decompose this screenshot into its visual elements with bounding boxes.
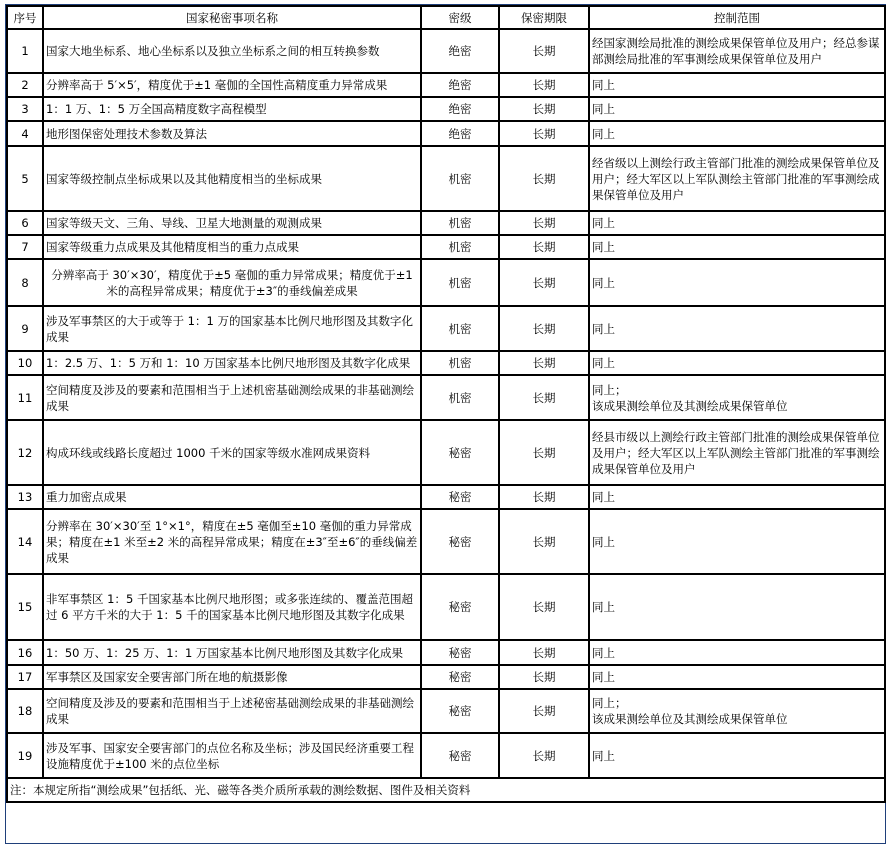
row-number: 18 xyxy=(7,689,43,733)
row-number: 11 xyxy=(7,375,43,420)
table-row xyxy=(7,509,885,574)
control-scope-line: 同上 xyxy=(592,600,615,614)
control-scope xyxy=(589,640,885,665)
row-number: 5 xyxy=(7,146,43,211)
secrecy-level: 秘密 xyxy=(421,420,499,485)
control-scope-line: 该成果测绘单位及其测绘成果保管单位 xyxy=(592,398,788,413)
item-name: 分辨率高于 30′×30′，精度优于±5 毫伽的重力异常成果；精度优于±1 米的高程异常成果；精度优于±3″的垂线偏差成果 xyxy=(43,259,421,306)
table-row xyxy=(7,689,885,733)
item-name: 分辨率高于 5′×5′，精度优于±1 毫伽的全国性高精度重力异常成果 xyxy=(43,73,421,97)
item-name: 1：1 万、1：5 万全国高精度数字高程模型 xyxy=(43,97,421,121)
row-number: 8 xyxy=(7,259,43,306)
secrecy-term: 长期 xyxy=(499,235,589,259)
control-scope-line: 同上 xyxy=(592,490,615,504)
control-scope-line: 同上 xyxy=(592,321,615,336)
control-scope xyxy=(589,509,885,574)
control-scope-line: 该成果测绘单位及其测绘成果保管单位 xyxy=(592,712,788,726)
row-number: 9 xyxy=(7,306,43,351)
control-scope-line: 同上 xyxy=(592,240,615,254)
item-name: 国家等级重力点成果及其他精度相当的重力点成果 xyxy=(43,235,421,259)
secrecy-term: 长期 xyxy=(499,574,589,640)
row-number: 14 xyxy=(7,509,43,574)
secrecy-level: 秘密 xyxy=(421,509,499,574)
secrecy-term: 长期 xyxy=(499,733,589,778)
item-name: 国家等级控制点坐标成果以及其他精度相当的坐标成果 xyxy=(43,146,421,211)
item-name: 空间精度及涉及的要素和范围相当于上述秘密基础测绘成果的非基础测绘成果 xyxy=(43,689,421,733)
secrecy-level: 机密 xyxy=(421,351,499,375)
control-scope xyxy=(589,211,885,235)
secrecy-level: 机密 xyxy=(421,235,499,259)
header-no: 序号 xyxy=(7,6,43,29)
control-scope xyxy=(589,665,885,689)
control-scope xyxy=(589,375,885,420)
table-header-row xyxy=(7,6,885,29)
table-row xyxy=(7,211,885,235)
control-scope xyxy=(589,689,885,733)
secrecy-term: 长期 xyxy=(499,121,589,146)
secrecy-term: 长期 xyxy=(499,211,589,235)
secrecy-term: 长期 xyxy=(499,375,589,420)
row-number: 7 xyxy=(7,235,43,259)
table-row xyxy=(7,306,885,351)
table-row xyxy=(7,146,885,211)
header-term: 保密期限 xyxy=(499,6,589,29)
row-number: 17 xyxy=(7,665,43,689)
control-scope xyxy=(589,73,885,97)
secrecy-term: 长期 xyxy=(499,420,589,485)
secrecy-level: 绝密 xyxy=(421,73,499,97)
item-name: 1：50 万、1：25 万、1：1 万国家基本比例尺地形图及其数字化成果 xyxy=(43,640,421,665)
control-scope xyxy=(589,574,885,640)
control-scope xyxy=(589,29,885,73)
item-name: 分辨率在 30′×30′至 1°×1°，精度在±5 毫伽至±10 毫伽的重力异常成果；精度在±1 米至±2 米的高程异常成果；精度在±3″至±6″的垂线偏差成果 xyxy=(43,509,421,574)
control-scope-line: 同上； xyxy=(592,382,627,397)
control-scope-line: 同上 xyxy=(592,645,615,660)
table-row xyxy=(7,235,885,259)
control-scope xyxy=(589,351,885,375)
secrecy-level: 机密 xyxy=(421,375,499,420)
secrecy-term: 长期 xyxy=(499,485,589,509)
item-name: 空间精度及涉及的要素和范围相当于上述机密基础测绘成果的非基础测绘成果 xyxy=(43,375,421,420)
secrecy-term: 长期 xyxy=(499,73,589,97)
item-name: 涉及军事禁区的大于或等于 1：1 万的国家基本比例尺地形图及其数字化成果 xyxy=(43,306,421,351)
table-row xyxy=(7,640,885,665)
control-scope xyxy=(589,485,885,509)
header-name: 国家秘密事项名称 xyxy=(43,6,421,29)
secrecy-term: 长期 xyxy=(499,689,589,733)
row-number: 19 xyxy=(7,733,43,778)
control-scope-line: 同上； xyxy=(592,696,627,710)
secrecy-level: 绝密 xyxy=(421,97,499,121)
secrecy-level: 秘密 xyxy=(421,689,499,733)
item-name: 国家大地坐标系、地心坐标系以及独立坐标系之间的相互转换参数 xyxy=(43,29,421,73)
item-name: 重力加密点成果 xyxy=(43,485,421,509)
secrecy-term: 长期 xyxy=(499,29,589,73)
secrecy-level: 绝密 xyxy=(421,29,499,73)
row-number: 1 xyxy=(7,29,43,73)
secrecy-level: 秘密 xyxy=(421,574,499,640)
control-scope xyxy=(589,97,885,121)
table-row xyxy=(7,73,885,97)
secrecy-term: 长期 xyxy=(499,306,589,351)
control-scope-line: 经国家测绘局批准的测绘成果保管单位及用户；经总参谋部测绘局批准的军事测绘成果保管单位及用户 xyxy=(592,36,880,66)
footnote: 注：本规定所指“测绘成果”包括纸、光、磁等各类介质所承载的测绘数据、图件及相关资料 xyxy=(7,778,885,802)
row-number: 4 xyxy=(7,121,43,146)
item-name: 地形图保密处理技术参数及算法 xyxy=(43,121,421,146)
row-number: 13 xyxy=(7,485,43,509)
table-row xyxy=(7,420,885,485)
item-name: 军事禁区及国家安全要害部门所在地的航摄影像 xyxy=(43,665,421,689)
item-name: 涉及军事、国家安全要害部门的点位名称及坐标；涉及国民经济重要工程设施精度优于±100 米的点位坐标 xyxy=(43,733,421,778)
table-row xyxy=(7,97,885,121)
item-name: 非军事禁区 1：5 千国家基本比例尺地形图；或多张连续的、覆盖范围超过 6 平方千米的大于 1：5 千的国家基本比例尺地形图及其数字化成果 xyxy=(43,574,421,640)
control-scope xyxy=(589,733,885,778)
control-scope xyxy=(589,146,885,211)
control-scope-line: 同上 xyxy=(592,126,615,141)
control-scope-line: 同上 xyxy=(592,356,615,370)
header-level: 密级 xyxy=(421,6,499,29)
row-number: 16 xyxy=(7,640,43,665)
table-row xyxy=(7,485,885,509)
item-name: 1：2.5 万、1：5 万和 1：10 万国家基本比例尺地形图及其数字化成果 xyxy=(43,351,421,375)
secrecy-level: 机密 xyxy=(421,306,499,351)
control-scope xyxy=(589,420,885,485)
item-name: 构成环线或线路长度超过 1000 千米的国家等级水准网成果资料 xyxy=(43,420,421,485)
header-scope: 控制范围 xyxy=(589,6,885,29)
control-scope-line: 同上 xyxy=(592,534,615,549)
secrecy-term: 长期 xyxy=(499,259,589,306)
secrecy-term: 长期 xyxy=(499,97,589,121)
control-scope-line: 经省级以上测绘行政主管部门批准的测绘成果保管单位及用户；经大军区以上军队测绘主管部门批准的军事测绘成果保管单位及用户 xyxy=(592,155,880,202)
secrecy-level: 机密 xyxy=(421,146,499,211)
table-row xyxy=(7,574,885,640)
control-scope xyxy=(589,259,885,306)
secrecy-level: 秘密 xyxy=(421,733,499,778)
table-row xyxy=(7,665,885,689)
secrecy-term: 长期 xyxy=(499,351,589,375)
table-row xyxy=(7,351,885,375)
control-scope xyxy=(589,121,885,146)
row-number: 6 xyxy=(7,211,43,235)
control-scope xyxy=(589,306,885,351)
row-number: 10 xyxy=(7,351,43,375)
control-scope-line: 同上 xyxy=(592,102,615,116)
table-row xyxy=(7,259,885,306)
secrecy-level: 绝密 xyxy=(421,121,499,146)
secrecy-term: 长期 xyxy=(499,146,589,211)
secrecy-term: 长期 xyxy=(499,665,589,689)
control-scope xyxy=(589,235,885,259)
row-number: 15 xyxy=(7,574,43,640)
secrecy-level: 机密 xyxy=(421,211,499,235)
control-scope-line: 同上 xyxy=(592,748,615,763)
control-scope-line: 经县市级以上测绘行政主管部门批准的测绘成果保管单位及用户；经大军区以上军队测绘主管部门批准的军事测绘成果保管单位及用户 xyxy=(592,429,880,476)
control-scope-line: 同上 xyxy=(592,275,615,290)
table-row xyxy=(7,29,885,73)
control-scope-line: 同上 xyxy=(592,216,615,230)
table-row xyxy=(7,733,885,778)
table-row xyxy=(7,375,885,420)
control-scope-line: 同上 xyxy=(592,78,615,92)
row-number: 12 xyxy=(7,420,43,485)
row-number: 3 xyxy=(7,97,43,121)
secrecy-term: 长期 xyxy=(499,509,589,574)
table-row xyxy=(7,121,885,146)
secrecy-level: 秘密 xyxy=(421,640,499,665)
control-scope-line: 同上 xyxy=(592,670,615,684)
secret-items-table xyxy=(6,5,886,803)
note-row xyxy=(7,778,885,802)
secrecy-level: 秘密 xyxy=(421,485,499,509)
secrecy-level: 秘密 xyxy=(421,665,499,689)
secrecy-level: 机密 xyxy=(421,259,499,306)
secrecy-term: 长期 xyxy=(499,640,589,665)
item-name: 国家等级天文、三角、导线、卫星大地测量的观测成果 xyxy=(43,211,421,235)
row-number: 2 xyxy=(7,73,43,97)
